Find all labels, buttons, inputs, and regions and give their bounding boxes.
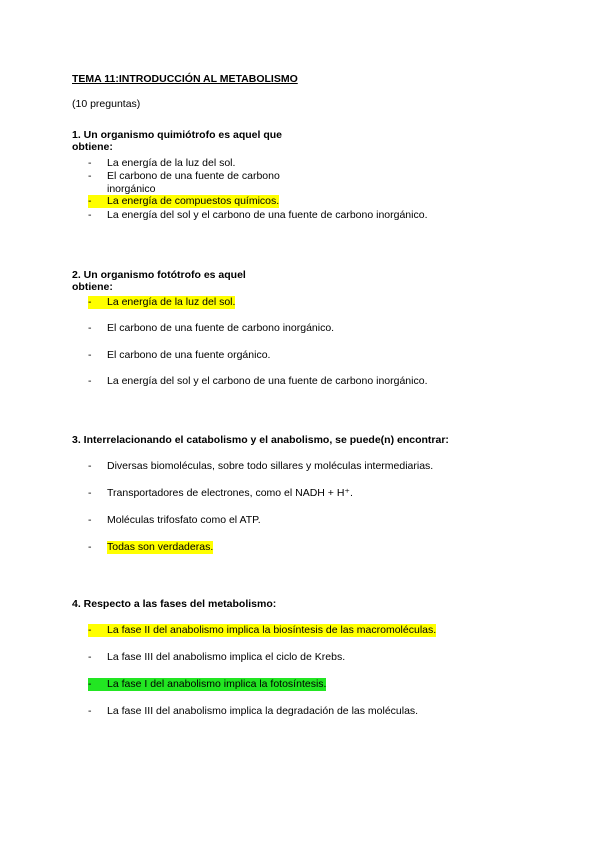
question-1-line1: 1. Un organismo quimiótrofo es aquel que [72, 129, 283, 141]
option-label: La fase III del anabolismo implica la degradación de las moléculas. [107, 705, 419, 717]
bullet-dash: - [88, 678, 107, 691]
question-4-option-a-highlighted [88, 624, 436, 637]
bullet-dash: - [88, 624, 107, 637]
question-1-line2: obtiene: [72, 141, 113, 153]
option-label: Transportadores de electrones, como el NADH + H⁺. [107, 487, 353, 499]
bullet-dash: - [88, 170, 92, 182]
option-label: La fase I del anabolismo implica la fotosíntesis. [107, 678, 327, 690]
question-2-line2: obtiene: [72, 281, 113, 293]
question-2-option-b [88, 322, 334, 335]
question-2-option-c [88, 349, 270, 362]
bullet-dash: - [88, 375, 92, 387]
question-1-heading [72, 129, 282, 153]
question-1-option-d [88, 209, 427, 222]
question-4-option-d [88, 705, 418, 718]
option-label: El carbono de una fuente de carbono [107, 170, 280, 182]
question-1-option-b [88, 170, 280, 195]
bullet-dash: - [88, 705, 92, 717]
question-3-option-c [88, 514, 261, 527]
option-label: La energía del sol y el carbono de una fuente de carbono inorgánico. [107, 209, 428, 221]
option-label: El carbono de una fuente orgánico. [107, 349, 271, 361]
bullet-dash: - [88, 195, 107, 208]
bullet-dash: - [88, 322, 92, 334]
question-3-line1: 3. Interrelacionando el catabolismo y el anabolismo, se puede(n) encontrar: [72, 434, 449, 446]
question-2-heading [72, 269, 246, 293]
question-4-option-c-highlighted [88, 678, 326, 691]
question-3-option-d [88, 541, 213, 554]
question-2-line1: 2. Un organismo fotótrofo es aquel [72, 269, 246, 281]
bullet-dash: - [88, 460, 92, 472]
option-label: La energía de compuestos químicos. [107, 195, 280, 207]
option-label: La fase III del anabolismo implica el ciclo de Krebs. [107, 651, 346, 663]
question-4-option-b [88, 651, 345, 664]
question-4-heading [72, 598, 276, 610]
bullet-dash: - [88, 157, 92, 169]
option-label: La energía del sol y el carbono de una fuente de carbono inorgánico. [107, 375, 428, 387]
document-subtitle: (10 preguntas) [72, 98, 141, 110]
question-4-line1: 4. Respecto a las fases del metabolismo: [72, 598, 277, 610]
question-1-option-c-highlighted [88, 195, 279, 208]
question-1-option-a [88, 157, 235, 170]
option-label: Diversas biomoléculas, sobre todo sillares y moléculas intermediarias. [107, 460, 434, 472]
question-2-option-d [88, 375, 427, 388]
question-3-heading [72, 434, 449, 446]
option-label-highlighted: Todas son verdaderas. [107, 541, 214, 553]
document-title: TEMA 11:INTRODUCCIÓN AL METABOLISMO [72, 73, 298, 85]
bullet-dash: - [88, 514, 92, 526]
option-label: Moléculas trifosfato como el ATP. [107, 514, 261, 526]
bullet-dash: - [88, 651, 92, 663]
option-label: El carbono de una fuente de carbono inorgánico. [107, 322, 335, 334]
bullet-dash: - [88, 349, 92, 361]
bullet-dash: - [88, 541, 92, 553]
bullet-dash: - [88, 487, 92, 499]
option-label-continued: inorgánico [107, 182, 156, 195]
option-label: La energía de la luz del sol. [107, 296, 236, 308]
option-label: La energía de la luz del sol. [107, 157, 236, 169]
question-2-option-a-highlighted [88, 296, 235, 309]
option-label: La fase II del anabolismo implica la biosíntesis de las macromoléculas. [107, 624, 437, 636]
question-3-option-b [88, 487, 353, 500]
bullet-dash: - [88, 209, 92, 221]
bullet-dash: - [88, 296, 107, 309]
question-3-option-a [88, 460, 433, 473]
